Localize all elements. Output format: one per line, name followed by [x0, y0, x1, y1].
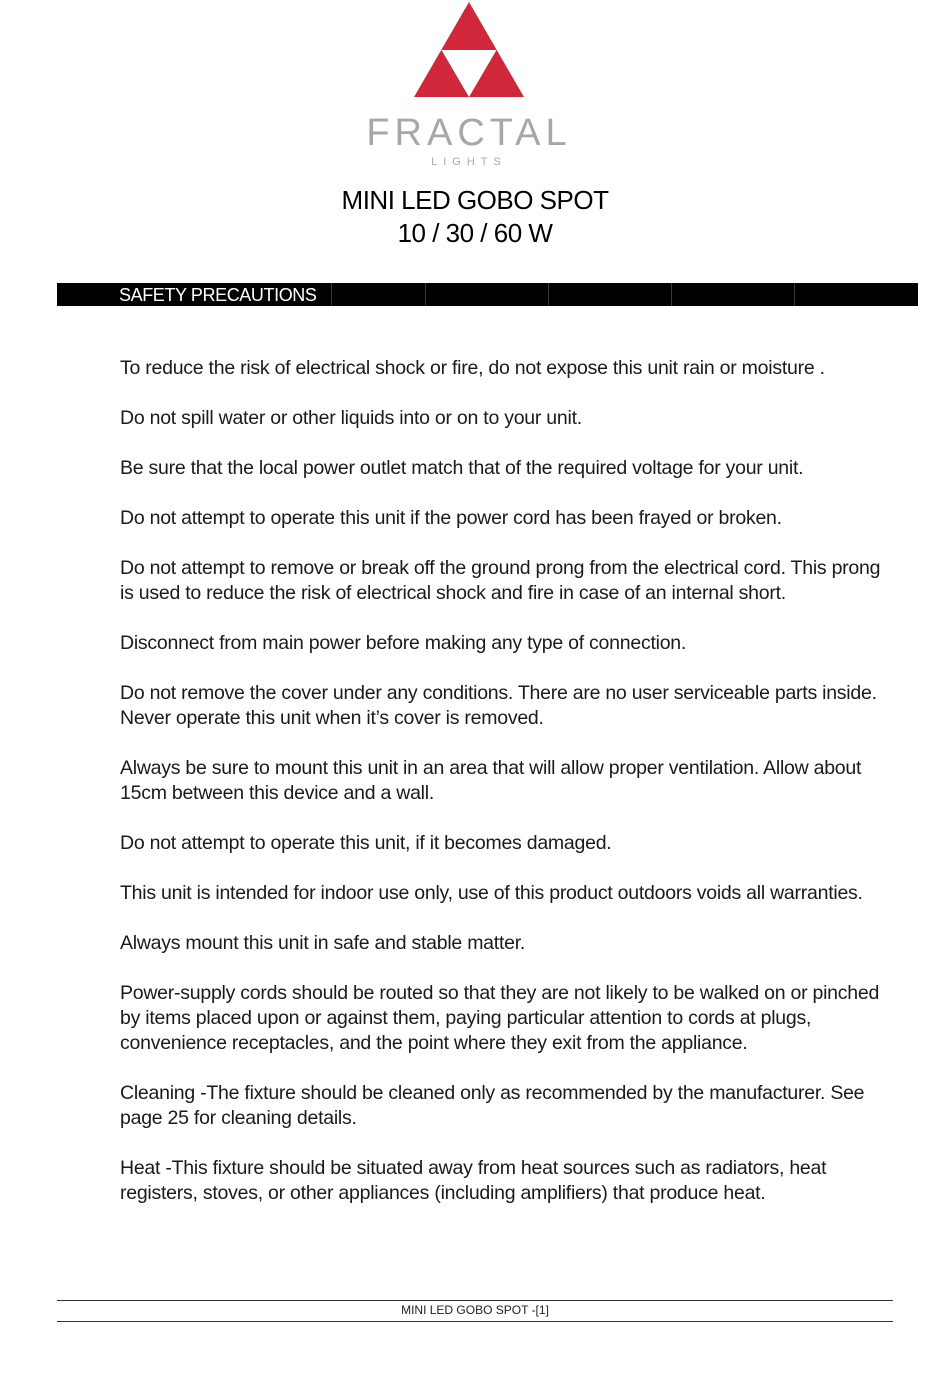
precaution-paragraph: Always mount this unit in safe and stable matter.	[120, 932, 526, 954]
footer-rule-bottom	[57, 1321, 893, 1322]
precaution-paragraph: Power-supply cords should be routed so that they are not likely to be walked on or pinched by items placed upon or against them, paying particular attention to cords at plugs, convenience receptacles, and the point where they exit from the appliance.	[120, 982, 885, 1054]
precaution-paragraph: Do not attempt to operate this unit, if it becomes damaged.	[120, 832, 612, 854]
triangle-logo-icon	[340, 0, 600, 110]
precaution-paragraph: To reduce the risk of electrical shock or fire, do not expose this unit rain or moisture .	[120, 357, 825, 379]
header-divider	[425, 283, 549, 306]
header-divider	[331, 283, 426, 306]
brand-name: FRACTAL	[366, 112, 572, 154]
precaution-paragraph: Cleaning -The fixture should be cleaned only as recommended by the manufacturer. See page 25 for cleaning details.	[120, 1082, 870, 1129]
header-divider	[548, 283, 672, 306]
precaution-paragraph: Do not remove the cover under any conditions. There are no user serviceable parts inside. Never operate this unit when it’s cover is removed.	[120, 682, 882, 729]
precaution-paragraph: Heat -This fixture should be situated away from heat sources such as radiators, heat registers, stoves, or other appliances (including amplifiers) that produce heat.	[120, 1157, 832, 1204]
header-divider	[794, 283, 919, 306]
precaution-paragraph: Be sure that the local power outlet match that of the required voltage for your unit.	[120, 457, 804, 479]
footer-rule-top	[57, 1300, 893, 1301]
precaution-paragraph: Do not attempt to remove or break off the ground prong from the electrical cord. This prong is used to reduce the risk of electrical shock and fire in case of an internal short.	[120, 557, 886, 604]
document-title: MINI LED GOBO SPOT	[341, 185, 609, 215]
header-divider	[671, 283, 795, 306]
precaution-paragraph: Disconnect from main power before making any type of connection.	[120, 632, 687, 654]
brand-subtitle: LIGHTS	[431, 156, 507, 168]
section-title: SAFETY PRECAUTIONS	[119, 285, 317, 305]
precaution-paragraph: Always be sure to mount this unit in an area that will allow proper ventilation. Allow about 15cm between this device and a wall.	[120, 757, 872, 804]
footer-page-label: MINI LED GOBO SPOT -[1]	[401, 1303, 549, 1317]
document-subtitle-wattage: 10 / 30 / 60 W	[397, 218, 553, 248]
section-header-bar	[57, 283, 918, 306]
precaution-paragraph: Do not spill water or other liquids into or on to your unit.	[120, 407, 582, 429]
safety-precautions-list	[120, 356, 890, 1231]
precaution-paragraph: This unit is intended for indoor use only, use of this product outdoors voids all warranties.	[120, 882, 863, 904]
precaution-paragraph: Do not attempt to operate this unit if the power cord has been frayed or broken.	[120, 507, 782, 529]
